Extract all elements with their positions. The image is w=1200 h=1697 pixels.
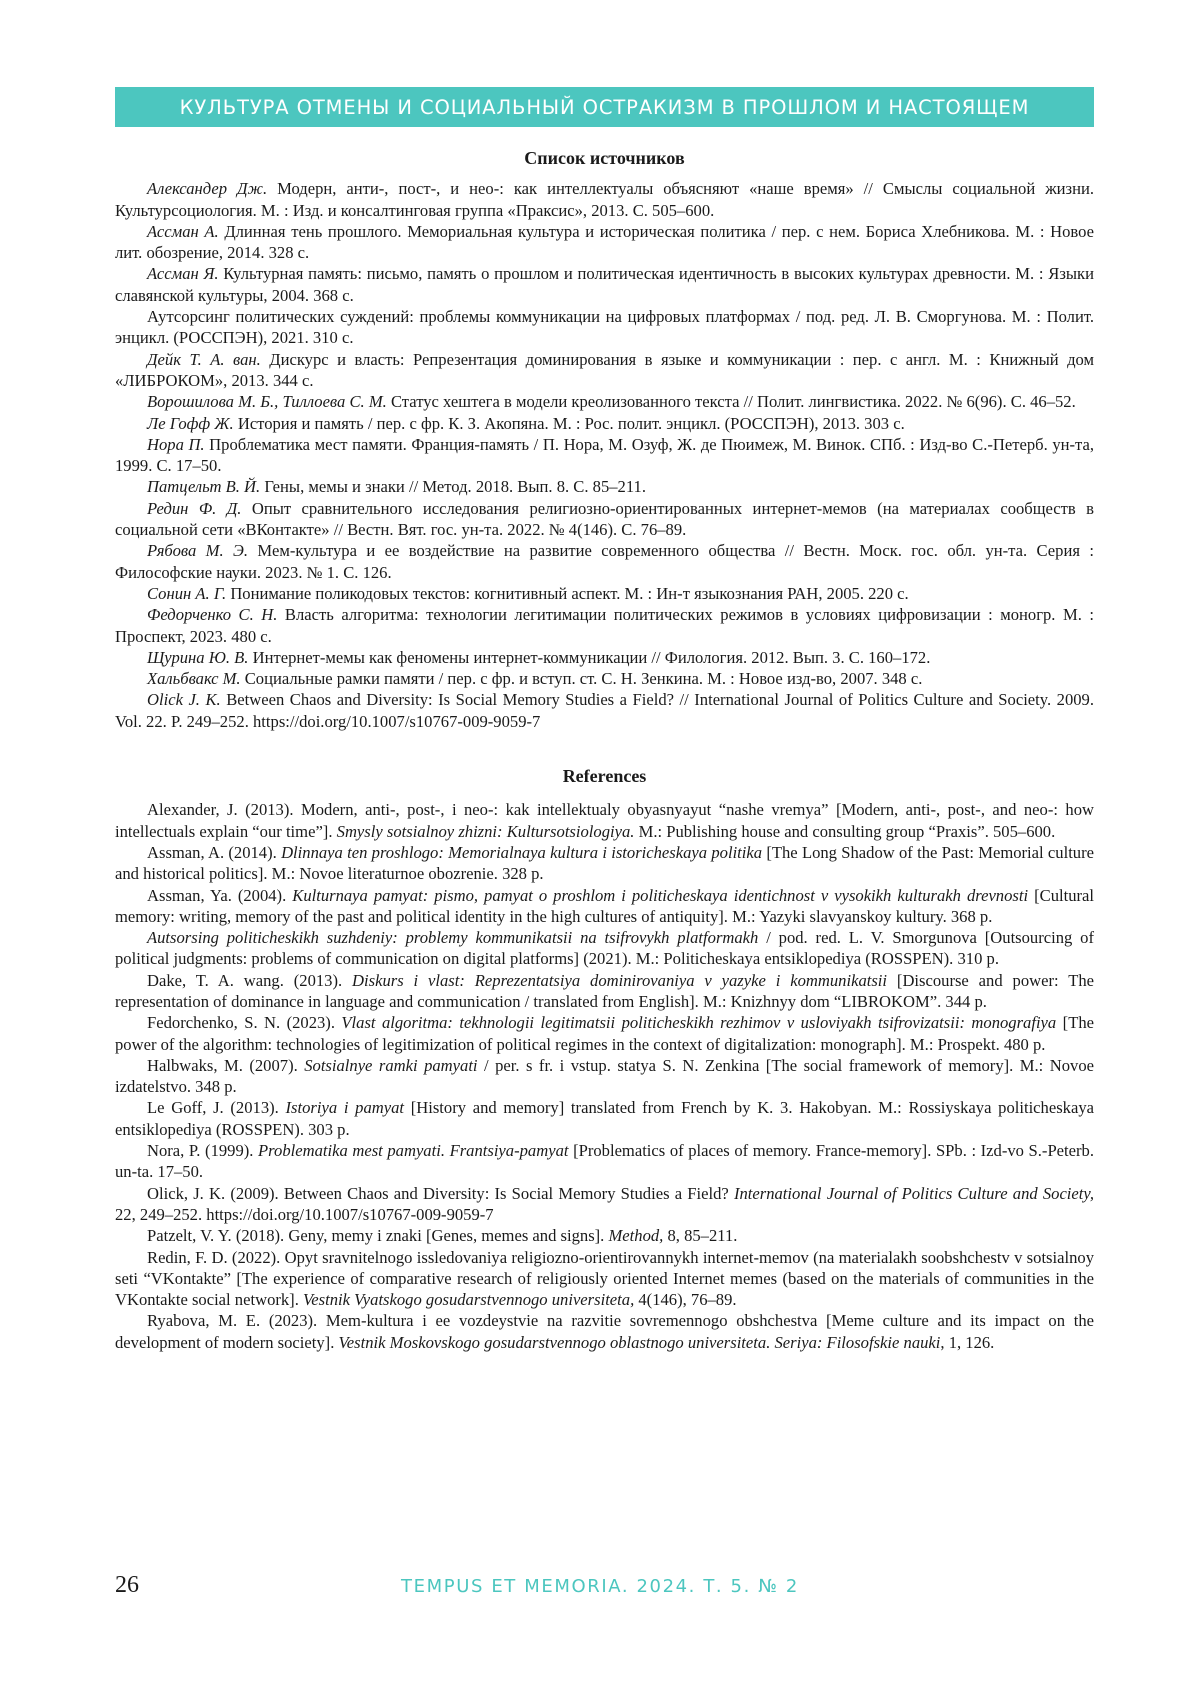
reference-tail: 4(146), 76–89. bbox=[634, 1290, 736, 1309]
reference-entry bbox=[115, 1055, 1094, 1098]
reference-entry bbox=[115, 842, 1094, 885]
source-author: Нора П. bbox=[147, 435, 205, 454]
reference-lead: Le Goff, J. (2013). bbox=[147, 1098, 286, 1117]
sources-list bbox=[115, 178, 1094, 732]
reference-entry bbox=[115, 885, 1094, 928]
source-text: Социальные рамки памяти / пер. с фр. и вступ. ст. С. Н. Зенкина. М. : Новое изд-во, 2007. 348 с. bbox=[241, 669, 923, 688]
reference-title: Kulturnaya pamyat: pismo, pamyat o proshlom i politicheskaya identichnost v vysokikh kulturakh drevnosti bbox=[292, 886, 1028, 905]
source-text: Аутсорсинг политических суждений: проблемы коммуникации на цифровых платформах / под. ред. Л. В. Сморгунова. М. : Полит. энцикл. (РОССПЭН), 2021. 310 с. bbox=[115, 307, 1094, 347]
reference-lead: Patzelt, V. Y. (2018). Geny, memy i znaki [Genes, memes and signs]. bbox=[147, 1226, 608, 1245]
reference-title: Problematika mest pamyati. Frantsiya-pamyat bbox=[258, 1141, 568, 1160]
source-author: Сонин А. Г. bbox=[147, 584, 226, 603]
reference-lead: Olick, J. K. (2009). Between Chaos and Diversity: Is Social Memory Studies a Field? bbox=[147, 1184, 734, 1203]
source-author: Дейк Т. А. ван. bbox=[147, 350, 261, 369]
reference-entry bbox=[115, 799, 1094, 842]
reference-title: International Journal of Politics Culture and Society, bbox=[734, 1184, 1094, 1203]
reference-tail: [The Long Shadow of the Past: Memorial culture and historical politics]. M.: Novoe literaturnoe obozrenie. 328 p. bbox=[115, 843, 1094, 883]
source-text: Длинная тень прошлого. Мемориальная культура и историческая политика / пер. с нем. Бориса Хлебникова. М. : Новое лит. обозрение, 2014. 328 с. bbox=[115, 222, 1094, 262]
reference-title: Sotsialnye ramki pamyati bbox=[304, 1056, 477, 1075]
source-author: Хальбвакс М. bbox=[147, 669, 241, 688]
source-author: Щурина Ю. В. bbox=[147, 648, 248, 667]
source-entry bbox=[115, 540, 1094, 583]
source-entry bbox=[115, 221, 1094, 264]
source-entry bbox=[115, 391, 1094, 412]
source-entry bbox=[115, 604, 1094, 647]
sources-title: Список источников bbox=[115, 148, 1094, 169]
reference-entry bbox=[115, 970, 1094, 1013]
source-author: Ассман А. bbox=[147, 222, 219, 241]
source-text: Проблематика мест памяти. Франция-память / П. Нора, М. Озуф, Ж. де Пюимеж, М. Винок. СПб. : Изд-во С.-Петерб. ун-та, 1999. С. 17–50. bbox=[115, 435, 1094, 475]
reference-title: Vestnik Vyatskogo gosudarstvennogo universiteta, bbox=[303, 1290, 634, 1309]
source-text: Between Chaos and Diversity: Is Social Memory Studies a Field? // International Journal of Politics Culture and Society. 2009. Vol. 22. P. 249–252. https://doi.org/10.1007/s10767-009-9059-7 bbox=[115, 690, 1094, 730]
source-author: Ассман Я. bbox=[147, 264, 219, 283]
source-entry bbox=[115, 668, 1094, 689]
source-entry bbox=[115, 647, 1094, 668]
reference-tail: [Problematics of places of memory. France-memory]. SPb. : Izd-vo S.-Peterb. un-ta. 17–50. bbox=[115, 1141, 1094, 1181]
source-entry bbox=[115, 476, 1094, 497]
reference-lead: Assman, A. (2014). bbox=[147, 843, 281, 862]
source-text: Статус хештега в модели креолизованного текста // Полит. лингвистика. 2022. № 6(96). С. 46–52. bbox=[387, 392, 1076, 411]
reference-lead: Ryabova, M. E. (2023). Mem-kultura i ee vozdeystvie na razvitie sovremennogo obshchestva [Meme culture and its impact on the development of modern society]. bbox=[115, 1311, 1094, 1351]
reference-title: Vestnik Moskovskogo gosudarstvennogo oblastnogo universiteta. Seriya: Filosofskie nauki bbox=[339, 1333, 941, 1352]
reference-tail: 8, 85–211. bbox=[663, 1226, 737, 1245]
reference-title: Diskurs i vlast: Reprezentatsiya dominirovaniya v yazyke i kommunikatsii bbox=[352, 971, 887, 990]
reference-tail: [History and memory] translated from French by K. 3. Hakobyan. M.: Rossiyskaya politicheskaya entsiklopediya (ROSSPEN). 303 p. bbox=[115, 1098, 1094, 1138]
source-entry bbox=[115, 263, 1094, 306]
source-entry bbox=[115, 583, 1094, 604]
reference-entry bbox=[115, 1310, 1094, 1353]
reference-title: Smysly sotsialnoy zhizni: Kultursotsiologiya. bbox=[337, 822, 635, 841]
source-author: Патцельт В. Й. bbox=[147, 477, 260, 496]
reference-lead: Halbwaks, M. (2007). bbox=[147, 1056, 304, 1075]
reference-tail: , 1, 126. bbox=[940, 1333, 994, 1352]
source-author: Ворошилова М. Б., Тиллоева С. М. bbox=[147, 392, 387, 411]
reference-entry bbox=[115, 1247, 1094, 1311]
source-entry bbox=[115, 434, 1094, 477]
reference-entry bbox=[115, 927, 1094, 970]
source-text: Модерн, анти-, пост-, и нео-: как интеллектуалы объясняют «наше время» // Смыслы социальной жизни. Культурсоциология. М. : Изд. и консалтинговая группа «Праксис», 2013. С. 505–600. bbox=[115, 179, 1094, 219]
source-entry bbox=[115, 306, 1094, 349]
source-text: Мем-культура и ее воздействие на развитие современного общества // Вестн. Моск. гос. обл. ун-та. Серия : Философские науки. 2023. № 1. С. 126. bbox=[115, 541, 1094, 581]
reference-lead: Nora, P. (1999). bbox=[147, 1141, 258, 1160]
reference-lead: Redin, F. D. (2022). Opyt sravnitelnogo issledovaniya religiozno-orientirovannykh internet-memov (na materialakh soobshchestv v sotsialnoy seti “VKontakte” [The experience of comparative research of religiously oriented Internet memes (based on the materials of communities in the VKontakte social network]. bbox=[115, 1248, 1094, 1310]
source-text: Власть алгоритма: технологии легитимации политических режимов в условиях цифровизации : моногр. М. : Проспект, 2023. 480 с. bbox=[115, 605, 1094, 645]
source-text: Понимание поликодовых текстов: когнитивный аспект. М. : Ин-т языкознания РАН, 2005. 220 с. bbox=[226, 584, 909, 603]
source-author: Федорченко С. Н. bbox=[147, 605, 277, 624]
reference-lead: Dake, T. A. wang. (2013). bbox=[147, 971, 352, 990]
reference-title: Vlast algoritma: tekhnologii legitimatsii politicheskikh rezhimov v usloviyakh tsifrovizatsii: monografiya bbox=[341, 1013, 1056, 1032]
source-text: Интернет-мемы как феномены интернет-коммуникации // Филология. 2012. Вып. 3. С. 160–172. bbox=[248, 648, 930, 667]
reference-tail: 22, 249–252. https://doi.org/10.1007/s10767-009-9059-7 bbox=[115, 1205, 494, 1224]
source-author: Ле Гофф Ж. bbox=[147, 414, 234, 433]
reference-tail: [Discourse and power: The representation of dominance in language and communication / translated from English]. M.: Knizhnyy dom “LIBROKOM”. 344 p. bbox=[115, 971, 1094, 1011]
references-list bbox=[115, 799, 1094, 1353]
source-author: Редин Ф. Д. bbox=[147, 499, 241, 518]
source-author: Александер Дж. bbox=[147, 179, 267, 198]
source-text: Культурная память: письмо, память о прошлом и политическая идентичность в высоких культурах древности. М. : Языки славянской культуры, 2004. 368 с. bbox=[115, 264, 1094, 304]
reference-entry bbox=[115, 1012, 1094, 1055]
source-entry bbox=[115, 178, 1094, 221]
page-number: 26 bbox=[115, 1572, 139, 1599]
reference-lead: Assman, Ya. (2004). bbox=[147, 886, 292, 905]
article-body bbox=[115, 148, 1094, 1353]
reference-entry bbox=[115, 1097, 1094, 1140]
journal-footer: TEMPUS ET MEMORIA. 2024. Т. 5. № 2 bbox=[0, 1576, 1200, 1597]
reference-entry bbox=[115, 1225, 1094, 1246]
source-author: Olick J. K. bbox=[147, 690, 221, 709]
source-text: Опыт сравнительного исследования религиозно-ориентированных интернет-мемов (на материалах сообществ в социальной сети «ВКонтакте» // Вестн. Вят. гос. ун-та. 2022. № 4(146). С. 76–89. bbox=[115, 499, 1094, 539]
reference-tail: [The power of the algorithm: technologies of legitimization of political regimes in the context of digitalization: monograph]. M.: Prospekt. 480 p. bbox=[115, 1013, 1094, 1053]
reference-entry bbox=[115, 1183, 1094, 1226]
reference-lead: Alexander, J. (2013). Modern, anti-, post-, i neo-: kak intellektualy obyasnyayut “nashe vremya” [Modern, anti-, post-, and neo-: how intellectuals explain “our time”]. bbox=[115, 800, 1094, 840]
source-text: История и память / пер. с фр. К. З. Акопяна. М. : Рос. полит. энцикл. (РОССПЭН), 2013. 303 с. bbox=[234, 414, 905, 433]
source-text: Дискурс и власть: Репрезентация доминирования в языке и коммуникации : пер. с англ. М. : Книжный дом «ЛИБРОКОМ», 2013. 344 с. bbox=[115, 350, 1094, 390]
source-author: Рябова М. Э. bbox=[147, 541, 248, 560]
reference-tail: M.: Publishing house and consulting group “Praxis”. 505–600. bbox=[634, 822, 1055, 841]
reference-title: Istoriya i pamyat bbox=[286, 1098, 405, 1117]
reference-title: Method, bbox=[608, 1226, 663, 1245]
reference-lead: Fedorchenko, S. N. (2023). bbox=[147, 1013, 341, 1032]
source-entry bbox=[115, 349, 1094, 392]
source-entry bbox=[115, 498, 1094, 541]
reference-title: Dlinnaya ten proshlogo: Memorialnaya kultura i istoricheskaya politika bbox=[281, 843, 762, 862]
reference-tail: / per. s fr. i vstup. statya S. N. Zenkina [The social framework of memory]. M.: Novoe izdatelstvo. 348 p. bbox=[115, 1056, 1094, 1096]
source-entry bbox=[115, 689, 1094, 732]
source-entry bbox=[115, 413, 1094, 434]
source-text: Гены, мемы и знаки // Метод. 2018. Вып. 8. С. 85–211. bbox=[260, 477, 646, 496]
running-header: КУЛЬТУРА ОТМЕНЫ И СОЦИАЛЬНЫЙ ОСТРАКИЗМ В ПРОШЛОМ И НАСТОЯЩЕМ bbox=[115, 87, 1094, 127]
reference-tail: [Cultural memory: writing, memory of the past and political identity in the high cultures of antiquity]. M.: Yazyki slavyanskoy kultury. 368 p. bbox=[115, 886, 1094, 926]
references-title: References bbox=[115, 766, 1094, 787]
reference-title: Autsorsing politicheskikh suzhdeniy: problemy kommunikatsii na tsifrovykh platformakh bbox=[147, 928, 758, 947]
reference-tail: / pod. red. L. V. Smorgunova [Outsourcing of political judgments: problems of communication on digital platforms] (2021). M.: Politicheskaya entsiklopediya (ROSSPEN). 310 p. bbox=[115, 928, 1094, 968]
reference-entry bbox=[115, 1140, 1094, 1183]
